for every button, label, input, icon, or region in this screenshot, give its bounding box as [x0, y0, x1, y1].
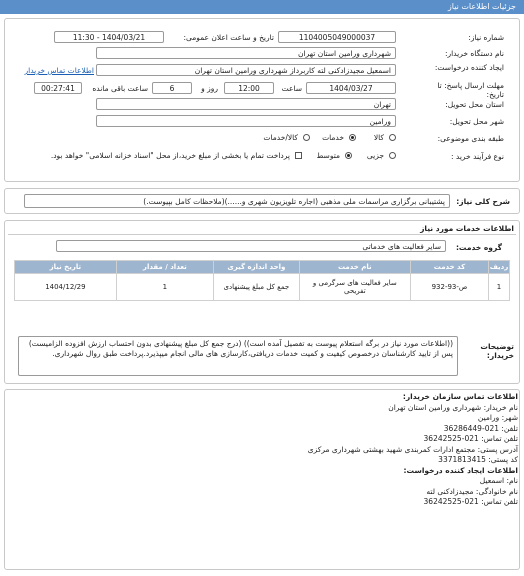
header-bar	[0, 0, 524, 14]
cell-qty: 1	[116, 274, 213, 301]
province-field: تهران	[96, 98, 396, 110]
days-label: روز و	[201, 84, 218, 93]
col-code: کد خدمت	[410, 261, 488, 274]
table-row	[15, 274, 510, 301]
process-minor-radio[interactable]	[389, 152, 396, 159]
deadline-label: مهلت ارسال پاسخ: تا تاریخ:	[437, 81, 504, 99]
category-goods-label: کالا	[373, 133, 384, 142]
buyer-postal: کد پستی: 3371813415	[438, 455, 518, 464]
remaining-label: ساعت باقی مانده	[92, 84, 148, 93]
cell-code: ص-93-932	[410, 274, 488, 301]
buyer-notes-field: ((اطلاعات مورد نیاز در برگه استعلام پیوست به تفصیل آمده است)) (درج جمع کل مبلغ پیشنهادی بدون احتساب ارزش افزوده الزامیست) پس از تایید کارشناسان درخصوص کیفیت و کمیت خدمات دریافتی،کارسازی های مالی انجام میپذیرد.پرداخت طبق روال شهرداری.	[18, 336, 458, 376]
col-qty: تعداد / مقدار	[116, 261, 213, 274]
services-section-title: اطلاعات خدمات مورد نیاز	[420, 224, 514, 233]
category-services-radio[interactable]	[349, 134, 356, 141]
days-field: 6	[152, 82, 192, 94]
creator-title: اطلاعات ایجاد کننده درخواست:	[403, 465, 518, 475]
category-both-radio[interactable]	[303, 134, 310, 141]
process-label: نوع فرآیند خرید :	[450, 152, 504, 161]
buyer-label: نام دستگاه خریدار:	[444, 49, 504, 58]
buyer-phone: تلفن تماس: 021-36242525	[423, 434, 518, 443]
deadline-date-field: 1404/03/27	[306, 82, 396, 94]
category-services-label: خدمات	[322, 133, 344, 142]
services-table-header	[15, 261, 510, 274]
summary-field: پشتیبانی برگزاری مراسمات ملی مذهبی (اجاره تلویزیون شهری و......)(ملاحظات کامل بپیوست.)	[24, 194, 450, 208]
creator-name: نام: اسمعیل	[479, 476, 518, 485]
need-number-field: 1104005049000037	[278, 31, 396, 43]
creator-family: نام خانوادگی: مجیدزادکنی لته	[426, 486, 518, 496]
buyer-contact-link[interactable]: اطلاعات تماس خریدار	[24, 66, 94, 75]
col-unit: واحد اندازه گیری	[213, 261, 299, 274]
col-date: تاریخ نیاز	[15, 261, 117, 274]
summary-label: شرح کلی نیاز:	[456, 197, 510, 206]
buyer-notes-label: توضیحات خریدار:	[480, 342, 514, 360]
divider	[8, 234, 516, 235]
service-group-field: سایر فعالیت های خدماتی	[56, 240, 446, 252]
col-name: نام خدمت	[299, 261, 410, 274]
services-table	[14, 260, 510, 301]
city-field: ورامین	[96, 115, 396, 127]
deadline-time-field: 12:00	[224, 82, 274, 94]
city-label: شهر محل تحویل:	[449, 117, 504, 126]
payment-note: پرداخت تمام یا بخشی از مبلغ خرید،از محل "اسناد خزانه اسلامی" خواهد بود.	[50, 151, 290, 160]
cell-date: 1404/12/29	[15, 274, 117, 301]
deadline-time-label: ساعت	[281, 84, 302, 93]
process-minor-label: جزیی	[366, 151, 384, 160]
buyer-org-name: نام خریدار: شهرداری ورامین استان تهران	[388, 402, 518, 412]
contact-block	[308, 392, 518, 508]
cell-unit: جمع کل مبلغ پیشنهادی	[213, 274, 299, 301]
province-label: استان محل تحویل:	[445, 100, 504, 109]
buyer-field: شهرداری ورامین استان تهران	[96, 47, 396, 59]
announce-label: تاریخ و ساعت اعلان عمومی:	[183, 33, 274, 42]
category-both-label: کالا/خدمات	[263, 133, 298, 142]
announce-field: 1404/03/21 - 11:30	[54, 31, 164, 43]
treasury-payment-checkbox[interactable]	[295, 152, 302, 159]
cell-row: 1	[489, 274, 510, 301]
buyer-address: آدرس پستی: مجتمع ادارات کمربندی شهید بهشتی شهرداری مرکزی	[307, 444, 518, 454]
remaining-field: 00:27:41	[34, 82, 82, 94]
category-label: طبقه بندی موضوعی:	[437, 134, 504, 143]
col-row: ردیف	[489, 261, 510, 274]
creator-label: ایجاد کننده درخواست:	[434, 63, 504, 72]
creator-field: اسمعیل مجیدزادکنی لته کاربرداز شهرداری ورامین استان تهران	[96, 64, 396, 76]
buyer-fax: تلفن: 021-36286449	[443, 423, 518, 433]
creator-phone: تلفن تماس: 021-36242525	[423, 497, 518, 506]
service-group-label: گروه خدمت:	[455, 243, 502, 252]
need-number-label: شماره نیاز:	[468, 33, 504, 42]
buyer-org-title: اطلاعات تماس سازمان خریدار:	[402, 392, 518, 401]
page-title: جزئیات اطلاعات نیاز	[447, 2, 516, 11]
process-medium-label: متوسط	[316, 151, 340, 160]
process-medium-radio[interactable]	[345, 152, 352, 159]
category-goods-radio[interactable]	[389, 134, 396, 141]
cell-name: سایر فعالیت های سرگرمی و تفریحی	[299, 274, 410, 301]
buyer-city: شهر: ورامین	[477, 413, 518, 422]
